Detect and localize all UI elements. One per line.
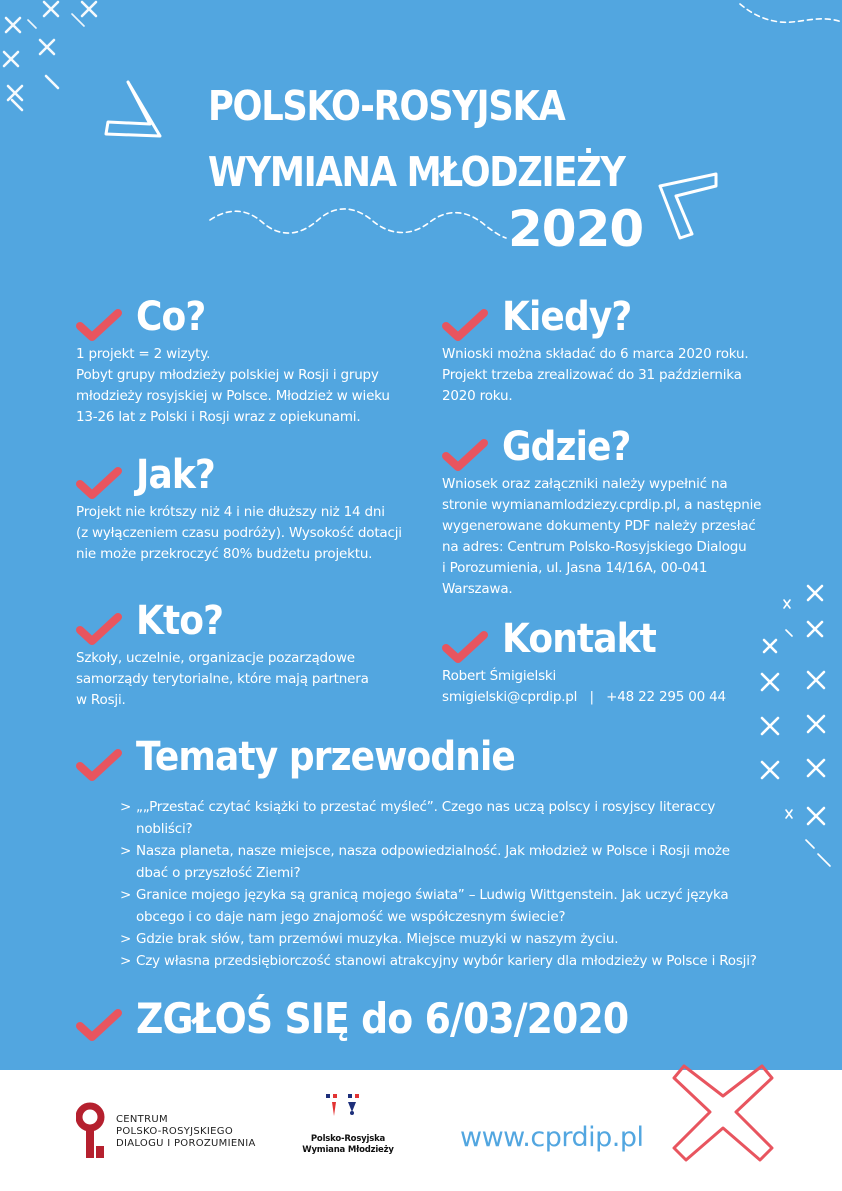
chevron-right-icon: > — [120, 931, 132, 947]
title-year: 2020 — [508, 200, 644, 258]
body-line: 13-26 lat z Polski i Rosji wraz z opiekunami. — [76, 409, 361, 425]
contact-details: smigielski@cprdip.pl | +48 22 295 00 44 — [442, 689, 726, 705]
body-line: Pobyt grupy młodzieży polskiej w Rosji i grupy — [76, 367, 379, 383]
section-body — [442, 344, 782, 407]
section-body — [442, 666, 782, 708]
check-icon — [76, 466, 122, 500]
body-line: młodzieży rosyjskiej w Polsce. Młodzież w wieku — [76, 388, 390, 404]
topics-list — [120, 796, 780, 972]
body-line: (z wyłączeniem czasu podróży). Wysokość dotacji — [76, 525, 402, 541]
section-body — [442, 474, 782, 600]
exchange-logo — [298, 1092, 398, 1172]
section-heading: Kontakt — [502, 616, 656, 662]
body-line: 2020 roku. — [442, 388, 513, 404]
topic-line: Nasza planeta, nasze miejsce, nasza odpowiedzialność. Jak młodzież w Polsce i Rosji może — [136, 843, 730, 859]
contact-name: Robert Śmigielski — [442, 668, 557, 684]
check-icon — [76, 1008, 122, 1042]
exchange-logo-text — [298, 1134, 398, 1156]
section-heading: Tematy przewodnie — [136, 734, 515, 780]
check-icon — [442, 438, 488, 472]
body-line: nie może przekroczyć 80% budżetu projektu. — [76, 546, 373, 562]
body-line: i Porozumienia, ul. Jasna 14/16A, 00-041 — [442, 560, 708, 576]
check-icon — [76, 748, 122, 782]
check-icon — [76, 612, 122, 646]
cprdip-logo-text — [116, 1114, 256, 1150]
cross-icon — [668, 1058, 778, 1168]
check-icon — [442, 630, 488, 664]
check-icon — [442, 308, 488, 342]
topic-line: dbać o przyszłość Ziemi? — [136, 865, 301, 881]
body-line: Wniosek oraz załączniki należy wypełnić na — [442, 476, 728, 492]
section-kontakt — [442, 616, 782, 708]
body-line: stronie wymianamlodziezy.cprdip.pl, a następnie — [442, 497, 762, 513]
list-item — [120, 796, 780, 840]
chevron-right-icon: > — [120, 887, 132, 903]
list-item — [120, 884, 780, 928]
section-jak — [76, 452, 416, 565]
topic-line: nobliści? — [136, 821, 193, 837]
cprdip-logo-icon — [76, 1102, 106, 1160]
title-line-2: WYMIANA MŁODZIEŻY — [208, 148, 625, 196]
section-heading: Jak? — [136, 452, 215, 498]
chevron-right-icon: > — [120, 799, 132, 815]
section-body — [76, 648, 416, 711]
body-line: Warszawa. — [442, 581, 513, 597]
list-item — [120, 928, 780, 950]
body-line: na adres: Centrum Polsko-Rosyjskiego Dialogu — [442, 539, 747, 555]
topic-line: Czy własna przedsiębiorczość stanowi atrakcyjny wybór kariery dla młodzieży w Polsce i Rosji? — [136, 953, 757, 969]
website-link[interactable]: www.cprdip.pl — [460, 1122, 644, 1153]
topic-line: Granice mojego języka są granicą mojego świata” – Ludwig Wittgenstein. Jak uczyć języka — [136, 887, 729, 903]
cprdip-logo — [76, 1102, 276, 1162]
body-line: Wnioski można składać do 6 marca 2020 roku. — [442, 346, 749, 362]
body-line: Projekt trzeba zrealizować do 31 października — [442, 367, 742, 383]
title-line-1: POLSKO-ROSYJSKA — [208, 82, 565, 130]
section-kto — [76, 598, 416, 711]
section-heading: Kto? — [136, 598, 224, 644]
section-topics — [76, 734, 776, 784]
list-item — [120, 950, 780, 972]
list-item — [120, 840, 780, 884]
body-line: Szkoły, uczelnie, organizacje pozarządowe — [76, 650, 355, 666]
logo-text-line: Polsko-Rosyjska — [310, 1134, 386, 1144]
exchange-logo-icon — [322, 1092, 362, 1122]
body-line: wygenerowane dokumenty PDF należy przesłać — [442, 518, 756, 534]
body-line: Projekt nie krótszy niż 4 i nie dłuższy niż 14 dni — [76, 504, 385, 520]
chevron-right-icon: > — [120, 953, 132, 969]
topic-line: „„Przestać czytać książki to przestać myśleć”. Czego nas uczą polscy i rosyjscy literaccy — [136, 799, 716, 815]
footer — [0, 1070, 842, 1191]
section-heading: Kiedy? — [502, 294, 632, 340]
section-co — [76, 294, 416, 428]
body-line: samorządy terytorialne, które mają partnera — [76, 671, 369, 687]
logo-text-line: Wymiana Młodzieży — [302, 1145, 394, 1155]
section-kiedy — [442, 294, 782, 407]
logo-text-line: DIALOGU I POROZUMIENIA — [116, 1138, 256, 1149]
body-line: w Rosji. — [76, 692, 126, 708]
topic-line: obcego i co daje nam jego znajomość we współczesnym świecie? — [136, 909, 566, 925]
section-heading: Co? — [136, 294, 206, 340]
logo-text-line: POLSKO-ROSYJSKIEGO — [116, 1126, 234, 1137]
check-icon — [76, 308, 122, 342]
call-to-action — [76, 994, 776, 1044]
section-body — [76, 344, 416, 428]
chevron-right-icon: > — [120, 843, 132, 859]
section-heading: Gdzie? — [502, 424, 631, 470]
topic-line: Gdzie brak słów, tam przemówi muzyka. Miejsce muzyki w naszym życiu. — [136, 931, 619, 947]
body-line: 1 projekt = 2 wizyty. — [76, 346, 211, 362]
section-gdzie — [442, 424, 782, 600]
section-body — [76, 502, 416, 565]
logo-text-line: CENTRUM — [116, 1114, 168, 1125]
cta-heading: ZGŁOŚ SIĘ do 6/03/2020 — [136, 994, 629, 1043]
